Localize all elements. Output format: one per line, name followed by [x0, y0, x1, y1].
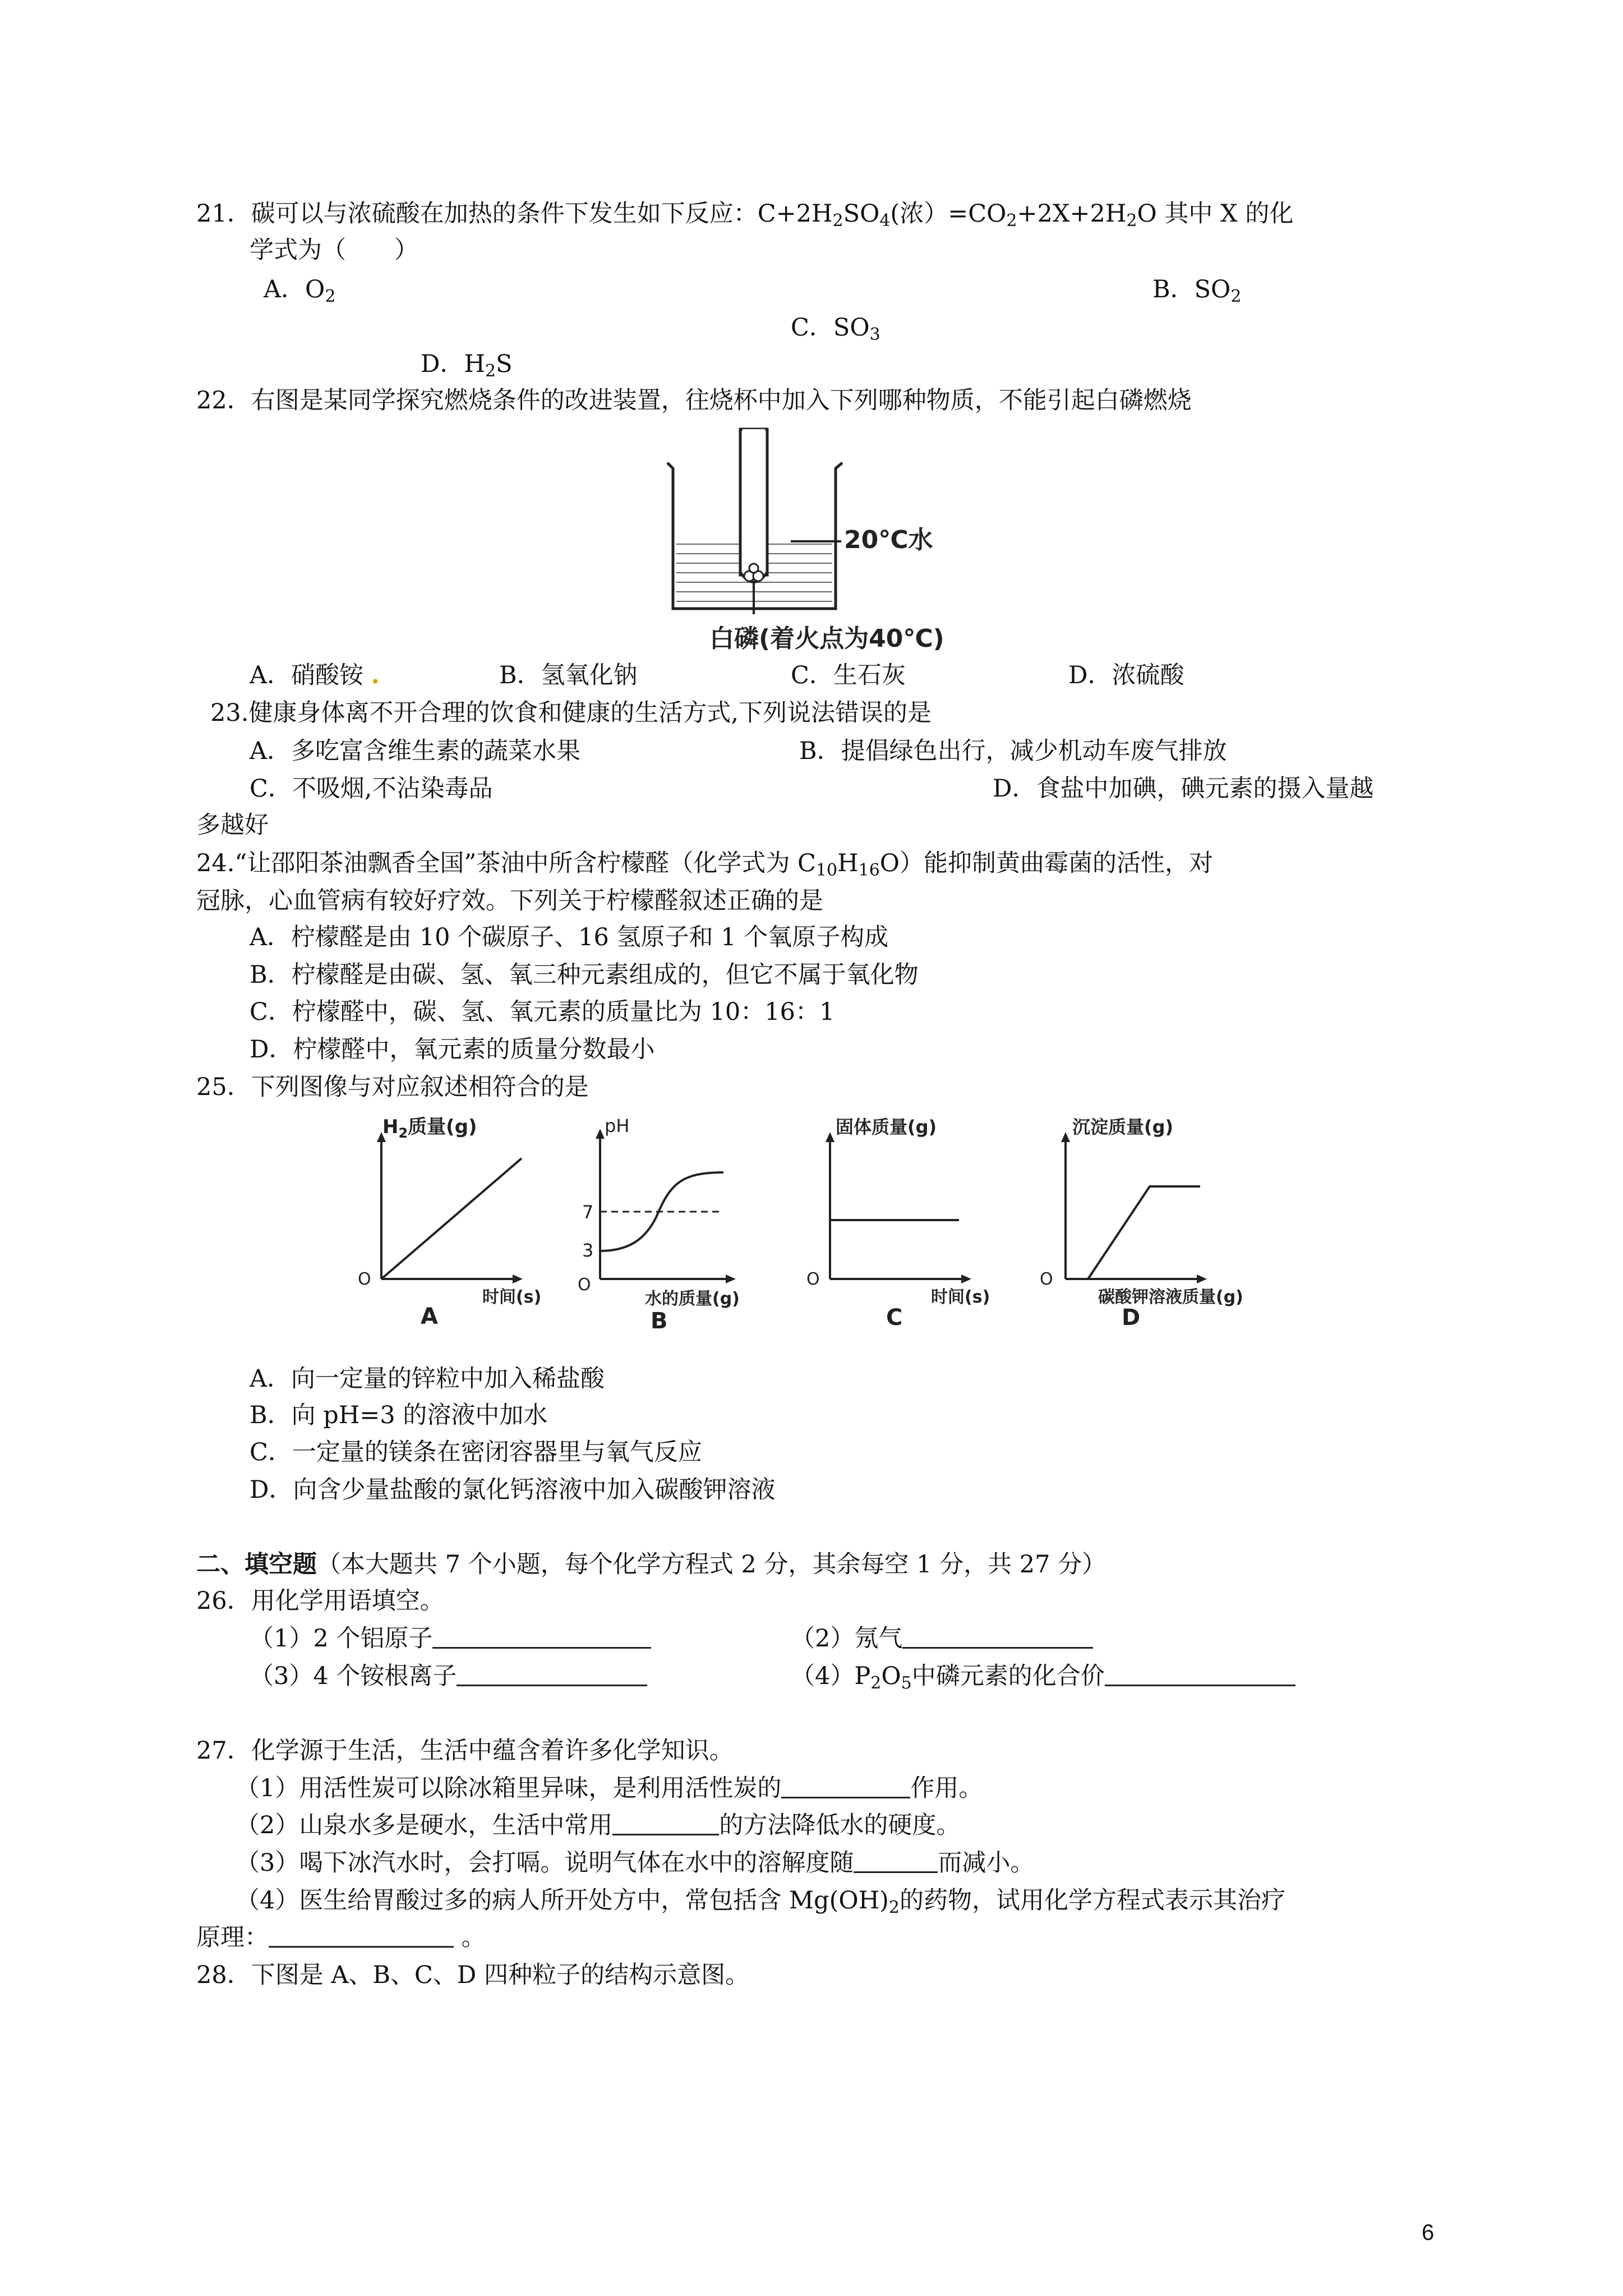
q23-stem: 23.健康身体离不开合理的饮食和健康的生活方式,下列说法错误的是: [210, 699, 932, 727]
q22-option-d: D．浓硫酸: [1068, 661, 1184, 689]
q22-beaker-diagram: [645, 424, 1004, 659]
phosphorus-particle: [749, 564, 758, 573]
graph-c-origin: O: [806, 1269, 820, 1289]
q21-option-a: A．$O_2$: [264, 275, 336, 306]
water-label: 20℃水: [844, 526, 933, 554]
q22-option-a: A．硝酸铵 .: [250, 661, 380, 689]
graph-b-origin: O: [578, 1275, 591, 1295]
q27-part-2: （2）山泉水多是硬水，生活中常用 的方法降低水的硬度。: [236, 1811, 961, 1839]
graph-b-tick-3: 3: [582, 1240, 594, 1261]
q27-part-1: （1）用活性炭可以除冰箱里异味，是利用活性炭的 作用。: [236, 1774, 983, 1802]
graph-a-letter: A: [421, 1304, 438, 1329]
graph-a-xlabel: 时间(s): [482, 1287, 542, 1307]
q27-blank-2: [612, 1814, 719, 1835]
graph-a-line: [381, 1158, 522, 1279]
q27-stem: 27．化学源于生活，生活中蕴含着许多化学知识。: [196, 1737, 734, 1765]
q27-blank-4: [269, 1926, 454, 1948]
graph-d-ylabel: 沉淀质量(g): [1072, 1116, 1174, 1138]
q24-option-c: C．柠檬醛中，碳、氢、氧元素的质量比为 10：16：1: [250, 998, 835, 1026]
q25-option-d: D．向含少量盐酸的氯化钙溶液中加入碳酸钾溶液: [250, 1476, 776, 1504]
q27-part-3: （3）喝下冰汽水时，会打嗝。说明气体在水中的溶解度随 而减小。: [236, 1849, 1035, 1877]
q26-blank-1: [432, 1627, 651, 1649]
q25-graph-d: [1032, 1116, 1279, 1329]
q24-option-a: A．柠檬醛是由 10 个碳原子、16 氢原子和 1 个氧原子构成: [250, 923, 889, 951]
graph-d-xlabel: 碳酸钾溶液质量(g): [1098, 1287, 1243, 1307]
q23-option-a: A．多吃富含维生素的蔬菜水果: [250, 737, 581, 765]
q21-option-d: D．$H_2S$: [421, 350, 513, 381]
q21-stem-line1: 21．碳可以与浓硫酸在加热的条件下发生如下反应：$C+2H_2SO_4$(浓）$=CO_2+2X+2H_2O$ 其中 X 的化: [196, 200, 1294, 231]
q25-option-b: B．向 pH=3 的溶液中加水: [250, 1401, 548, 1429]
q26-part-1: （1）2 个铝原子: [250, 1627, 651, 1651]
graph-d-letter: D: [1122, 1305, 1141, 1329]
q27-blank-1: [781, 1777, 910, 1798]
graph-c-ylabel: 固体质量(g): [836, 1116, 937, 1138]
graph-b-tick-7: 7: [582, 1202, 594, 1223]
graph-a-origin: O: [358, 1269, 371, 1289]
q26-blank-2: [902, 1627, 1093, 1649]
q21-option-c: C．$SO_3$: [791, 314, 880, 344]
q26-part-4: $(4)P_2O_5$中磷元素的化合价: [791, 1664, 1295, 1688]
q28-stem: 28．下图是 A、B、C、D 四种粒子的结构示意图。: [196, 1961, 750, 1989]
graph-c-xlabel: 时间(s): [931, 1287, 990, 1307]
graph-d-line: [1088, 1186, 1200, 1279]
q25-graph-c: [796, 1116, 1032, 1329]
q25-option-c: C．一定量的镁条在密闭容器里与氧气反应: [250, 1438, 702, 1466]
q25-graph-a: [348, 1116, 550, 1329]
q27-part-4-cont: 原理： 。: [196, 1924, 486, 1952]
graph-b-ylabel: pH: [605, 1116, 630, 1137]
q27-blank-3: [854, 1851, 938, 1873]
q24-stem-line2: 冠脉，心血管病有较好疗效。下列关于柠檬醛叙述正确的是: [196, 887, 823, 915]
q24-option-b: B．柠檬醛是由碳、氢、氧三种元素组成的，但它不属于氧化物: [250, 961, 919, 989]
q26-part-3: （3）4 个铵根离子: [250, 1664, 647, 1688]
q22-stem: 22．右图是某同学探究燃烧条件的改进装置，往烧杯中加入下列哪种物质，不能引起白磷燃烧: [196, 386, 1192, 415]
q23-option-b: B．提倡绿色出行，减少机动车废气排放: [799, 737, 1227, 765]
q26-part-2: （2）氖气: [791, 1627, 1093, 1651]
q25-graph-b: [561, 1116, 763, 1329]
page-number: 6: [1422, 2220, 1435, 2245]
q26-blank-3: [457, 1664, 647, 1686]
q26-blank-4: [1105, 1664, 1295, 1686]
q24-option-d: D．柠檬醛中，氧元素的质量分数最小: [250, 1036, 655, 1064]
graph-c-letter: C: [886, 1305, 903, 1329]
graph-b-xlabel: 水的质量(g): [645, 1289, 740, 1309]
section-2-heading: 二、填空题（本大题共 7 个小题，每个化学方程式 2 分，其余每空 1 分，共 27 分）: [196, 1550, 1106, 1579]
q27-part-4: （4）医生给胃酸过多的病人所开处方中，常包括含 $Mg(OH)_2$的药物，试用化学方程式表示其治疗: [236, 1887, 1285, 1917]
q21-stem-line2: 学式为（ ）: [250, 236, 418, 264]
graph-a-ylabel: $H_2$质量(g): [382, 1116, 477, 1141]
q26-stem: 26．用化学用语填空。: [196, 1587, 444, 1615]
q23-option-d-cont: 多越好: [196, 811, 269, 839]
phosphorus-label: 白磷(着火点为40℃): [709, 624, 944, 653]
graph-d-origin: O: [1040, 1269, 1053, 1289]
q23-option-d: D．食盐中加碘，碘元素的摄入量越: [993, 775, 1374, 803]
q25-stem: 25．下列图像与对应叙述相符合的是: [196, 1073, 589, 1101]
q21-option-b: B．$SO_2$: [1152, 275, 1242, 306]
q23-option-c: C．不吸烟,不沾染毒品: [250, 775, 493, 803]
q24-stem-line1: 24.“让邵阳茶油飘香全国”茶油中所含柠檬醛（化学式为 $C_{10}H_{16}O$）能抑制黄曲霉菌的活性，对: [196, 849, 1214, 880]
q22-option-c: C．生石灰: [791, 661, 906, 689]
q25-option-a: A．向一定量的锌粒中加入稀盐酸: [250, 1365, 605, 1393]
q22-option-b: B．氢氧化钠: [499, 661, 638, 689]
graph-b-letter: B: [651, 1308, 668, 1329]
